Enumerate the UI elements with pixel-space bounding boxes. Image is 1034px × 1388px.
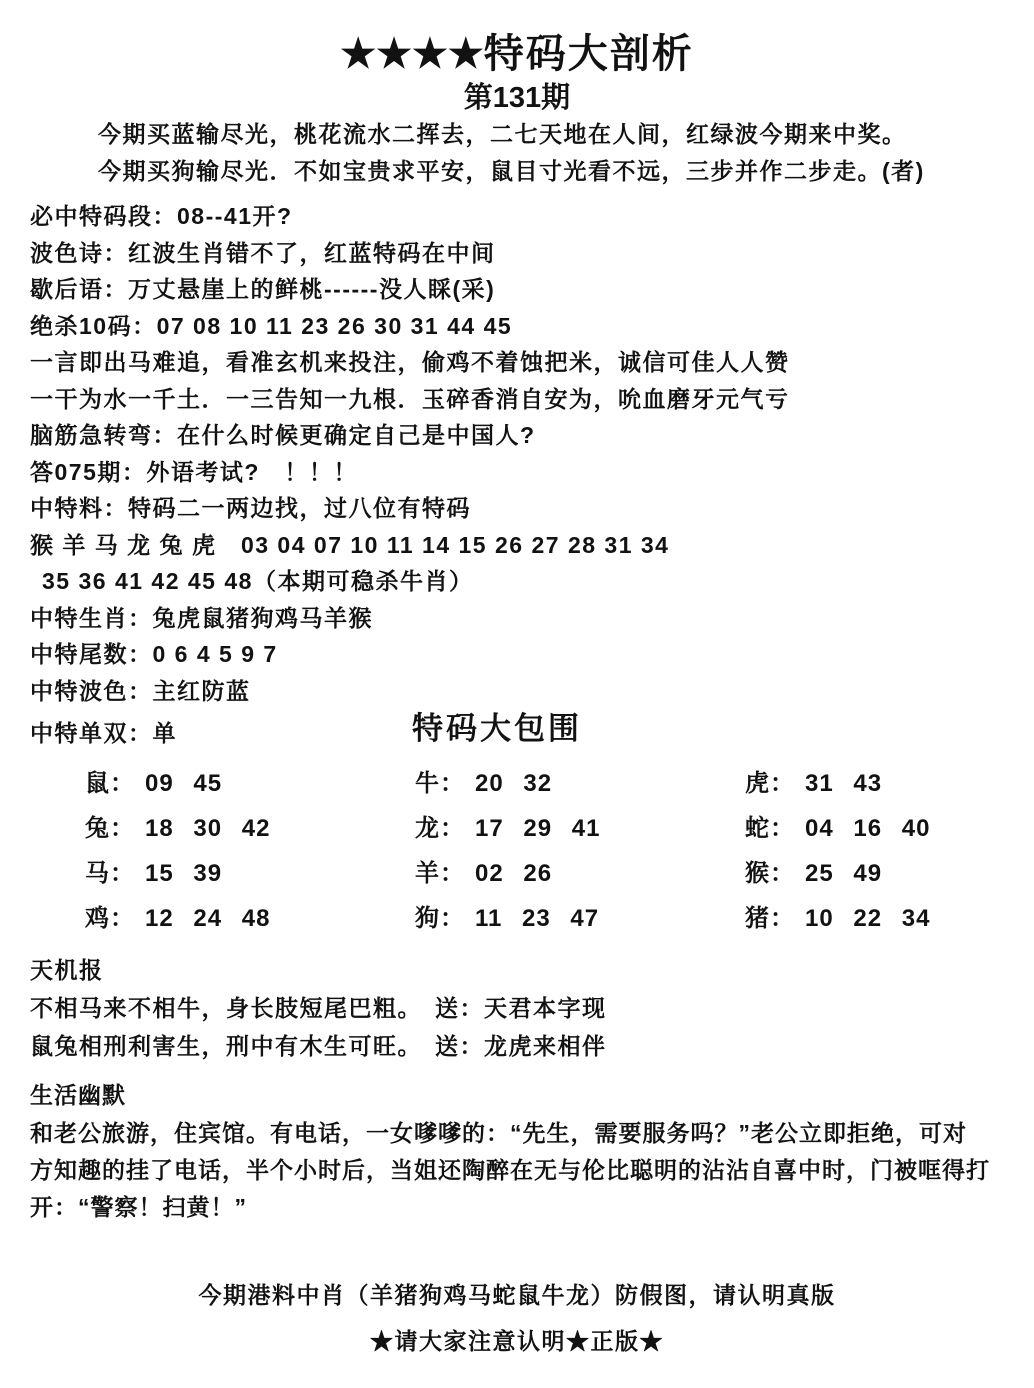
life-humor-title: 生活幽默	[30, 1082, 126, 1108]
zodiac-label: 虎：	[745, 770, 795, 797]
zodiac-label: 蛇：	[745, 815, 795, 842]
tip-line-zhongte-wave: 中特波色：主红防蓝	[30, 677, 251, 704]
zodiac-cell-horse	[85, 851, 415, 896]
zodiac-label: 龙：	[415, 815, 465, 842]
zodiac-label: 马：	[85, 860, 135, 887]
tip-line-verse-2: 一干为水一千土．一三告知一九根．玉碎香消自安为，吮血磨牙元气亏	[30, 385, 790, 412]
tip-line-juesha-10-codes: 绝杀10码：07 08 10 11 23 26 30 31 44 45	[30, 312, 513, 339]
page-title-text: 特码大剖析	[483, 32, 694, 76]
tip-line-zhongte-zodiac: 中特生肖：兔虎鼠猪狗鸡马羊猴	[30, 604, 373, 631]
zodiac-numbers: 10 22 34	[805, 905, 931, 932]
intro-line: 今期买蓝输尽光，桃花流水二挥去，二七天地在人间，红绿波今期来中奖。	[98, 121, 907, 147]
tip-line-bose-poem: 波色诗：红波生肖错不了，红蓝特码在中间	[30, 239, 496, 266]
baowei-section-title: 特码大包围	[412, 711, 582, 746]
zodiac-numbers: 25 49	[805, 860, 883, 887]
footer-notices	[0, 1272, 1034, 1364]
danshuang-and-baowei-title-row	[0, 709, 1034, 753]
zodiac-cell-rabbit	[85, 806, 415, 851]
zodiac-numbers: 04 16 40	[805, 815, 931, 842]
zodiac-cell-ox	[415, 761, 745, 806]
zodiac-cell-snake	[745, 806, 1034, 851]
tip-line-brain-teaser: 脑筋急转弯：在什么时候更确定自己是中国人?	[30, 422, 536, 448]
zodiac-cell-monkey	[745, 851, 1034, 896]
zodiac-numbers: 17 29 41	[475, 815, 601, 842]
zodiac-label: 牛：	[415, 770, 465, 797]
intro-line: 今期买狗输尽光．不如宝贵求平安，鼠目寸光看不远，三步并作二步走。(者)	[98, 158, 925, 184]
zodiac-label: 兔：	[85, 815, 135, 842]
zodiac-cell-dragon	[415, 806, 745, 851]
life-humor-line: 方知趣的挂了电话，半个小时后，当姐还陶醉在无与伦比聪明的沾沾自喜中时，门被哐得打	[30, 1157, 990, 1183]
zodiac-label: 鼠：	[85, 770, 135, 797]
zodiac-label: 鸡：	[85, 905, 135, 932]
tip-line-zhongte-tails: 中特尾数：0 6 4 5 9 7	[30, 641, 278, 667]
zodiac-numbers: 18 30 42	[145, 815, 271, 842]
tip-line-zodiac-numbers-2: 35 36 41 42 45 48（本期可稳杀牛肖）	[42, 568, 474, 594]
zodiac-label: 猴：	[745, 860, 795, 887]
zodiac-label: 猪：	[745, 905, 795, 932]
zodiac-numbers: 15 39	[145, 860, 223, 887]
tip-line-zodiac-numbers-1: 猴 羊 马 龙 兔 虎 03 04 07 10 11 14 15 26 27 28 31 34	[30, 531, 670, 558]
zodiac-numbers: 31 43	[805, 770, 883, 797]
footer-anticounterfeit-line: 今期港料中肖（羊猪狗鸡马蛇鼠牛龙）防假图，请认明真版	[198, 1282, 836, 1308]
zodiac-numbers: 02 26	[475, 860, 553, 887]
tip-line-zhongteliao: 中特料：特码二一两边找，过八位有特码	[30, 495, 471, 521]
zodiac-numbers: 12 24 48	[145, 905, 271, 932]
tianjibao-title: 天机报	[30, 957, 104, 983]
zodiac-cell-pig	[745, 896, 1034, 941]
tip-line-verse-1: 一言即出马难追，看准玄机来投注，偷鸡不着蚀把米，诚信可佳人人赞	[30, 349, 790, 375]
zodiac-cell-goat	[415, 851, 745, 896]
life-humor-line: 和老公旅游，住宾馆。有电话，一女嗲嗲的：“先生，需要服务吗？”老公立即拒绝，可对	[30, 1120, 967, 1146]
tianjibao-line: 不相马来不相牛，身长肢短尾巴粗。 送：天君本字现	[30, 995, 607, 1021]
zodiac-cell-rooster	[85, 896, 415, 941]
page-title	[0, 0, 1034, 80]
tips-list	[0, 198, 1034, 709]
tip-line-zhongte-danshuang: 中特单双：单	[30, 720, 177, 746]
zodiac-number-grid	[0, 761, 1034, 941]
tip-line-xiehouyu: 歇后语：万丈悬崖上的鲜桃------没人睬(采)	[30, 276, 496, 302]
zodiac-label: 狗：	[415, 905, 465, 932]
tianjibao-line: 鼠兔相刑利害生，刑中有木生可旺。 送：龙虎来相伴	[30, 1033, 607, 1059]
intro-verses	[0, 116, 1034, 190]
four-stars-icon: ★★★★	[340, 32, 484, 76]
zodiac-numbers: 20 32	[475, 770, 553, 797]
life-humor-line: 开：“警察！扫黄！”	[30, 1194, 247, 1220]
zodiac-cell-tiger	[745, 761, 1034, 806]
zodiac-numbers: 11 23 47	[475, 905, 600, 932]
zodiac-cell-rat	[85, 761, 415, 806]
issue-number: 第131期	[463, 82, 571, 114]
tip-line-bizhong-section: 必中特码段：08--41开?	[30, 203, 293, 229]
life-humor-section	[0, 1075, 1034, 1226]
tip-line-answer-075: 答075期：外语考试? ！！！	[30, 458, 358, 485]
tianjibao-section	[0, 951, 1034, 1065]
footer-genuine-edition-line: ★请大家注意认明★正版★	[370, 1328, 664, 1354]
zodiac-numbers: 09 45	[145, 770, 223, 797]
zodiac-label: 羊：	[415, 860, 465, 887]
zodiac-cell-dog	[415, 896, 745, 941]
